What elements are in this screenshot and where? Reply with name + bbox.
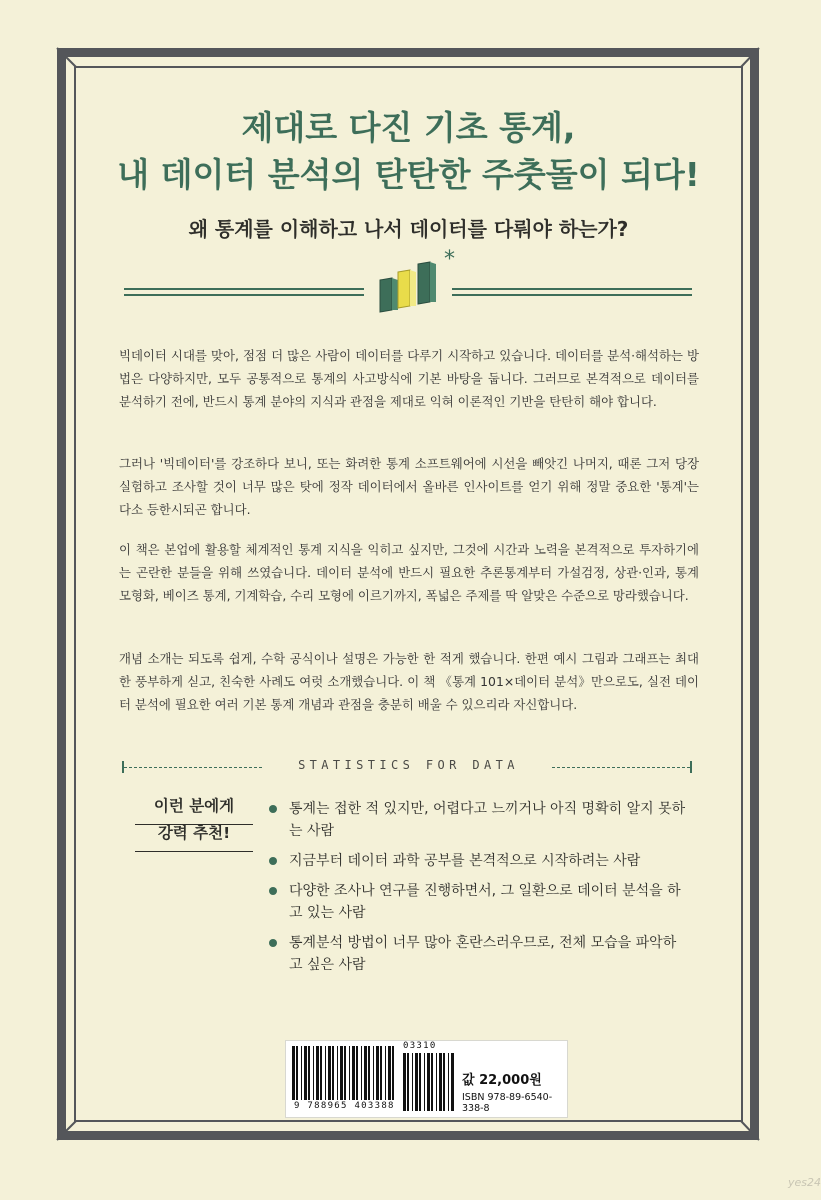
list-item-text: 다양한 조사나 연구를 진행하면서, 그 일환으로 데이터 분석을 하고 있는 사람 [289,883,681,921]
barcode-label [285,1040,568,1118]
headline-line-1: 제대로 다진 기초 통계, [241,108,576,147]
list-item-text: 통계는 접한 적 있지만, 어렵다고 느끼거나 아직 명확히 알지 못하는 사람 [289,801,686,839]
paragraph-2: 그러나 '빅데이터'를 강조하다 보니, 또는 화려한 통계 소프트웨어에 시선을 빼앗긴 나머지, 때론 그저 당장 실험하고 조사할 것이 너무 많은 탓에 정작 데이터에서 올바른 인사이트를 얻기 위해 정말 중요한 '통계'는 다소 등한시되곤 합니다. [119,456,699,517]
star-icon: * [444,247,455,272]
badge-underline-2 [135,851,253,852]
barcode-bar [301,1046,302,1100]
barcode-bar [328,1046,331,1100]
barcode-bar [376,1046,379,1100]
list-item [269,880,689,924]
left-double-line [124,288,364,296]
subheadline: 왜 통계를 이해하고 나서 데이터를 다뤄야 하는가? [188,217,629,241]
list-item [269,798,689,842]
barcode-bar [332,1046,334,1100]
addon-digits: 03310 [403,1041,437,1051]
paragraph-1: 빅데이터 시대를 맞아, 점점 더 많은 사람이 데이터를 다루기 시작하고 있습니다. 데이터를 분석·해석하는 방법은 다양하지만, 모두 공통적으로 통계의 사고방식에 기본 바탕을 둡니다. 그러므로 본격적으로 데이터를 분석하기 전에, 반드시 통계 분야의 지식과 관점을 제대로 익혀 이론적인 기반을 탄탄히 해야 합니다. [119,348,699,409]
barcode-bar [316,1046,319,1100]
recommend-badge [132,793,256,847]
divider-right-dash [552,767,690,768]
headline-line-2: 내 데이터 분석의 탄탄한 주춧돌이 되다! [117,155,700,194]
list-item [269,850,689,872]
barcode-bar [439,1053,442,1111]
addon-barcode [403,1053,455,1111]
barcode-bar [412,1053,413,1111]
barcode-bar [340,1046,343,1100]
price: 값 22,000원 [462,1073,542,1088]
barcode-bar [388,1046,391,1100]
paragraph-4: 개념 소개는 되도록 쉽게, 수학 공식이나 설명은 가능한 한 적게 했습니다. 한편 예시 그림과 그래프는 최대한 풍부하게 싣고, 친숙한 사례도 여럿 소개했습니다. 이 책 《통계 101×데이터 분석》만으로도, 실전 데이터 분석에 필요한 여러 기본 통계 개념과 관점을 충분히 배울 수 있으리라 자신합니다. [119,651,699,712]
barcode-bar [443,1053,445,1111]
recommend-list [269,798,689,984]
divider-right-tick [690,761,692,773]
barcode-bar [352,1046,355,1100]
barcode-bar [349,1046,350,1100]
barcode-bar [380,1046,382,1100]
section-label: STATISTICS FOR DATA [298,758,519,772]
bar-chart-icon [374,244,466,314]
barcode-bar [320,1046,322,1100]
isbn-text: ISBN 978-89-6540-338-8 [462,1092,553,1114]
barcode-digits: 9 788965 403388 [294,1101,395,1111]
barcode-bar [304,1046,307,1100]
paragraph-3: 이 책은 본업에 활용할 체계적인 통계 지식을 익히고 싶지만, 그것에 시간과 노력을 본격적으로 투자하기에는 곤란한 분들을 위해 쓰였습니다. 데이터 분석에 반드시 필요한 추론통계부터 가설검정, 상관·인과, 통계 모형화, 베이즈 통계, 기계학습, 수리 모형에 이르기까지, 폭넓은 주제를 딱 알맞은 수준으로 망라했습니다. [119,542,699,603]
barcode-bar [424,1053,425,1111]
list-item [269,932,689,976]
barcode-bar [296,1046,298,1100]
barcode-bar [313,1046,314,1100]
barcode-bar [356,1046,358,1100]
barcode-bar [308,1046,310,1100]
badge-underline-1 [135,824,253,825]
badge-line-2: 강력 추천! [157,824,231,842]
watermark: yes24 [788,1176,821,1189]
barcode-bar [325,1046,326,1100]
barcode-bar [385,1046,386,1100]
barcode-bar [448,1053,449,1111]
barcode-bar [368,1046,370,1100]
barcode-bar [436,1053,437,1111]
list-item-text: 통계분석 방법이 너무 많아 혼란스러우므로, 전체 모습을 파악하고 싶은 사람 [289,935,677,973]
barcode-bar [419,1053,421,1111]
barcode-bar [364,1046,367,1100]
barcode-bar [373,1046,374,1100]
barcode-bar [403,1053,406,1111]
barcode-bar [451,1053,454,1111]
right-double-line [452,288,692,296]
badge-line-1: 이런 분에게 [153,797,235,815]
barcode-bar [292,1046,295,1100]
barcode-bar [415,1053,418,1111]
barcode-bar [431,1053,433,1111]
barcode-bar [361,1046,362,1100]
barcode-bar [392,1046,394,1100]
isbn-barcode [292,1046,396,1100]
list-item-text: 지금부터 데이터 과학 공부를 본격적으로 시작하려는 사람 [289,853,641,869]
barcode-bar [407,1053,409,1111]
bullet-icon [269,939,277,947]
bullet-icon [269,805,277,813]
barcode-bar [344,1046,346,1100]
bullet-icon [269,857,277,865]
barcode-bar [337,1046,338,1100]
barcode-bar [427,1053,430,1111]
bullet-icon [269,887,277,895]
